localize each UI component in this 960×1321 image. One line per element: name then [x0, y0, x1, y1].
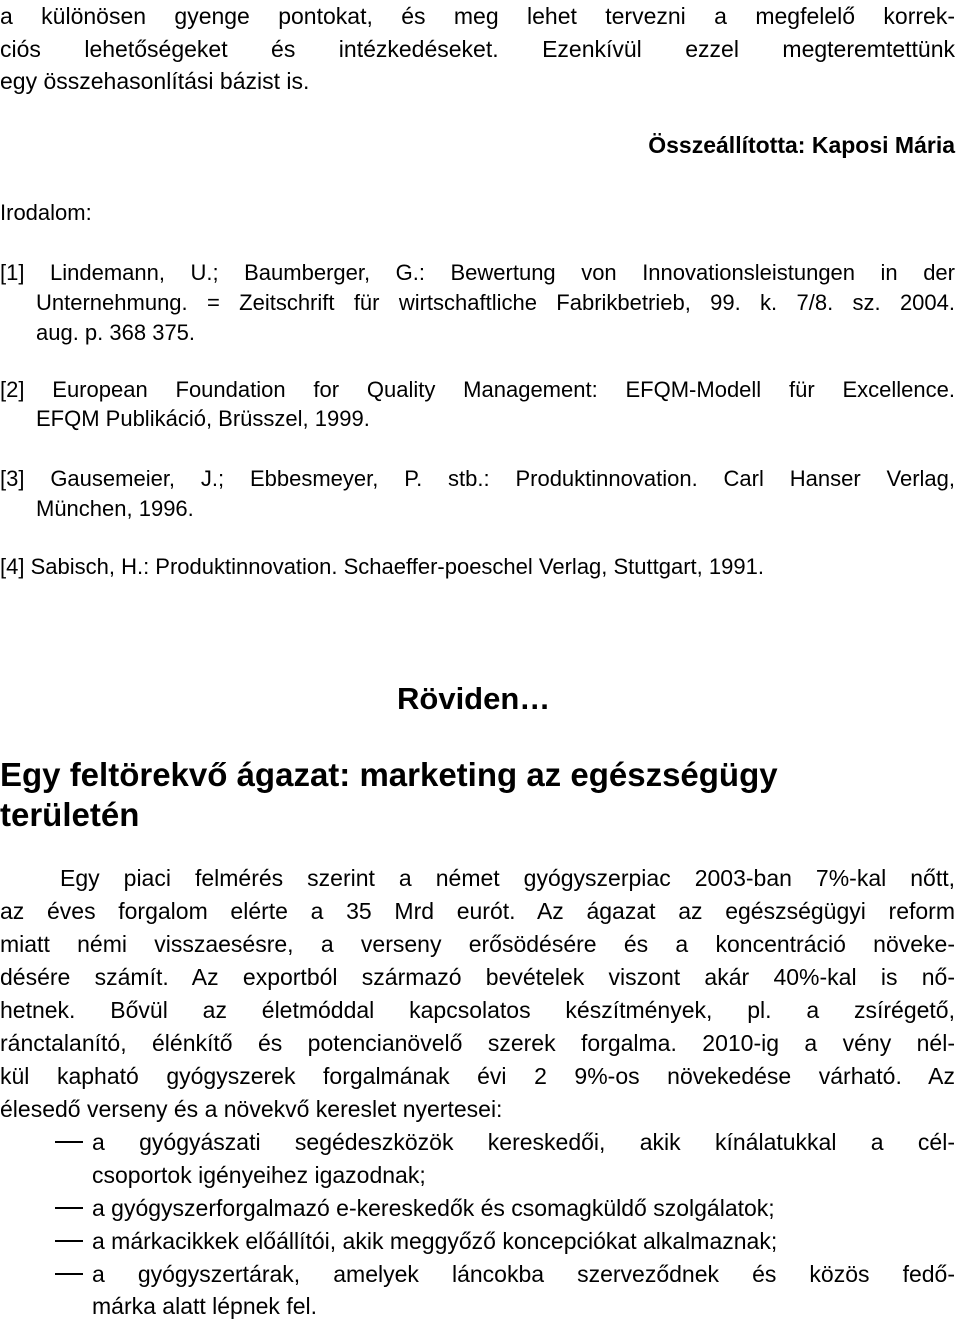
article-title: Egy feltörekvő ágazat: marketing az egészségügy	[0, 756, 778, 793]
reference-item-1-cont: Unternehmung. = Zeitschrift für wirtschaftliche Fabrikbetrieb, 99. k. 7/8. sz. 2004.	[36, 290, 955, 315]
body-line: az éves forgalom elérte a 35 Mrd eurót. Az ágazat az egészségügyi reform	[0, 898, 955, 924]
dash-bullet	[55, 1273, 83, 1275]
body-line: désére számít. Az exportból származó bevételek viszont akár 40%-kal is nő-	[0, 964, 955, 990]
paragraph-line: egy összehasonlítási bázist is.	[0, 68, 310, 94]
body-line: miatt némi visszaesésre, a verseny erősödésére és a koncentráció növeke-	[0, 931, 955, 957]
list-item: a gyógyszerforgalmazó e-kereskedők és csomagküldő szolgálatok;	[92, 1195, 775, 1221]
list-item: a márkacikkek előállítói, akik meggyőző koncepciókat alkalmaznak;	[92, 1228, 778, 1254]
reference-item-3-cont: München, 1996.	[36, 496, 194, 521]
body-line: élesedő verseny és a növekvő kereslet nyertesei:	[0, 1096, 503, 1122]
body-line: ránctalanító, élénkítő és potencianövelő szerek forgalma. 2010-ig a vény nél-	[0, 1030, 955, 1056]
body-line: hetnek. Bővül az életmóddal kapcsolatos készítmények, pl. a zsírégető,	[0, 997, 955, 1023]
reference-item-1-cont: aug. p. 368 375.	[36, 320, 196, 345]
paragraph-line: ciós lehetőségeket és intézkedéseket. Ezenkívül ezzel megteremtettünk	[0, 36, 955, 62]
list-item-cont: márka alatt lépnek fel.	[92, 1293, 318, 1319]
author-credit: Összeállította: Kaposi Mária	[648, 132, 955, 158]
reference-item-1: [1] Lindemann, U.; Baumberger, G.: Bewertung von Innovationsleistungen in der	[0, 260, 955, 285]
dash-bullet	[55, 1141, 83, 1143]
dash-bullet	[55, 1240, 83, 1242]
dash-bullet	[55, 1207, 83, 1209]
reference-item-2-cont: EFQM Publikáció, Brüsszel, 1999.	[36, 406, 370, 431]
body-line: Egy piaci felmérés szerint a német gyógyszerpiac 2003-ban 7%-kal nőtt,	[60, 865, 955, 891]
paragraph-line: a különösen gyenge pontokat, és meg lehet tervezni a megfelelő korrek-	[0, 3, 955, 29]
list-item: a gyógyszertárak, amelyek láncokba szerveződnek és közös fedő-	[92, 1261, 955, 1287]
list-item: a gyógyászati segédeszközök kereskedői, akik kínálatukkal a cél-	[92, 1129, 955, 1155]
section-title: Röviden…	[397, 681, 551, 716]
list-item-cont: csoportok igényeihez igazodnak;	[92, 1162, 426, 1188]
reference-item-4: [4] Sabisch, H.: Produktinnovation. Schaeffer-poeschel Verlag, Stuttgart, 1991.	[0, 554, 764, 579]
reference-item-2: [2] European Foundation for Quality Management: EFQM-Modell für Excellence.	[0, 377, 955, 402]
reference-item-3: [3] Gausemeier, J.; Ebbesmeyer, P. stb.: Produktinnovation. Carl Hanser Verlag,	[0, 466, 955, 491]
article-title-cont: területén	[0, 796, 140, 833]
references-heading: Irodalom:	[0, 200, 92, 225]
body-line: kül kapható gyógyszerek forgalmának évi 2 9%-os növekedése várható. Az	[0, 1063, 955, 1089]
